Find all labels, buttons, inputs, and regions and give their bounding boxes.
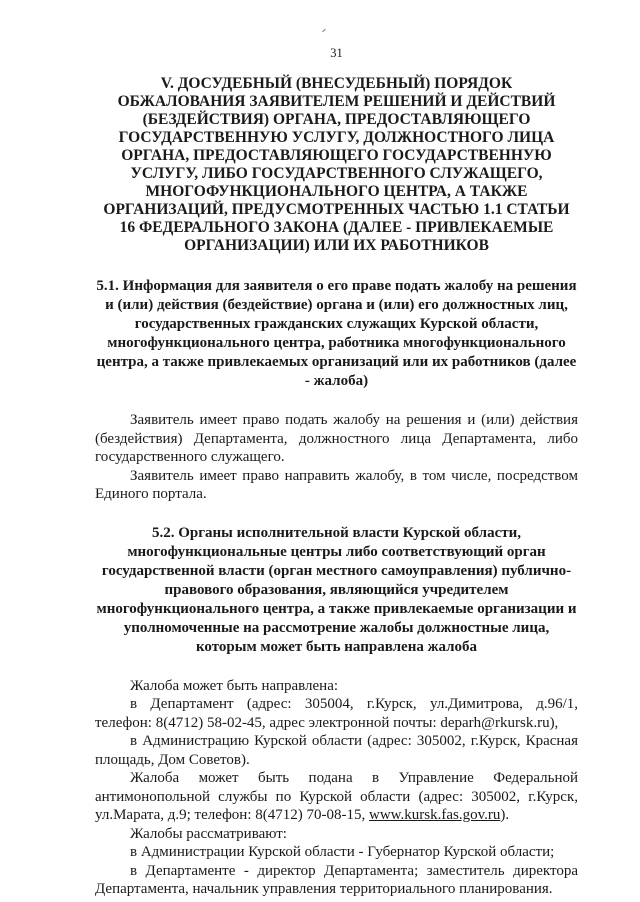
- paragraph: в Администрации Курской области - Губернатор Курской области;: [130, 844, 555, 860]
- page-number: 31: [330, 46, 343, 60]
- subsection-2-heading: 5.2. Органы исполнительной власти Курской области, многофункциональные центры либо соответствующий орган государственной власти (орган местного самоуправления) публично-правового образования, являющийся учредителем многофункционального центра, а также привлекаемые организации и уполномоченные на рассмотрение жалобы должностные лица, которым может быть направлена жалоба: [96, 524, 577, 655]
- subsection-1-heading: 5.1. Информация для заявителя о его праве подать жалобу на решения и (или) действия (бездействие) органа и (или) его должностных лиц, государственных гражданских служащих Курской области, многофункционального центра, работника многофункционального центра, а также привлекаемых организаций или их работников (далее - жалоба): [96, 278, 577, 389]
- paragraph: [95, 769, 578, 825]
- subsection-1-body: [95, 411, 578, 504]
- paragraph: Жалобы рассматривают:: [130, 825, 287, 842]
- paragraph: в Департамент (адрес: 305004, г.Курск, ул.Димитрова, д.96/1, телефон: 8(4712) 58-02-45, адрес электронной почты: deparh@rkursk.ru),: [95, 696, 578, 731]
- section-title: V. ДОСУДЕБНЫЙ (ВНЕСУДЕБНЫЙ) ПОРЯДОК ОБЖАЛОВАНИЯ ЗАЯВИТЕЛЕМ РЕШЕНИЙ И ДЕЙСТВИЙ (БЕЗДЕЙСТВИЯ) ОРГАНА, ПРЕДОСТАВЛЯЮЩЕГО ГОСУДАРСТВЕННУЮ УСЛУГУ, ДОЛЖНОСТНОГО ЛИЦА ОРГАНА, ПРЕДОСТАВЛЯЮЩЕГО ГОСУДАРСТВЕННУЮ УСЛУГУ, ЛИБО ГОСУДАРСТВЕННОГО СЛУЖАЩЕГО, МНОГОФУНКЦИОНАЛЬНОГО ЦЕНТРА, А ТАКЖЕ ОРГАНИЗАЦИЙ, ПРЕДУСМОТРЕННЫХ ЧАСТЬЮ 1.1 СТАТЬИ 16 ФЕДЕРАЛЬНОГО ЗАКОНА (ДАЛЕЕ - ПРИВЛЕКАЕМЫЕ ОРГАНИЗАЦИИ) ИЛИ ИХ РАБОТНИКОВ: [103, 75, 570, 254]
- fas-text: Жалоба может быть подана в Управление Федеральной антимонопольной службы по Курской области (адрес: 305002, г.Курск, ул.Марата, д.9; телефон: 8(4712) 70-08-15,: [95, 770, 578, 823]
- paragraph: в Администрацию Курской области (адрес: 305002, г.Курск, Красная площадь, Дом Советов).: [95, 733, 578, 768]
- paragraph: Жалоба может быть направлена:: [130, 677, 339, 694]
- paragraph: Заявитель имеет право подать жалобу на решения и (или) действия (бездействия) Департамента, должностного лица Департамента, либо государственного служащего.: [95, 412, 578, 465]
- fas-end: ).: [500, 807, 510, 823]
- paragraph: Заявитель имеет право направить жалобу, в том числе, посредством Единого портала.: [95, 467, 578, 502]
- subsection-2-body: [95, 677, 578, 899]
- fas-link[interactable]: www.kursk.fas.gov.ru: [368, 807, 501, 823]
- paragraph: в Департаменте - директор Департамента; заместитель директора Департамента, начальник управления территориального планирования.: [95, 862, 578, 897]
